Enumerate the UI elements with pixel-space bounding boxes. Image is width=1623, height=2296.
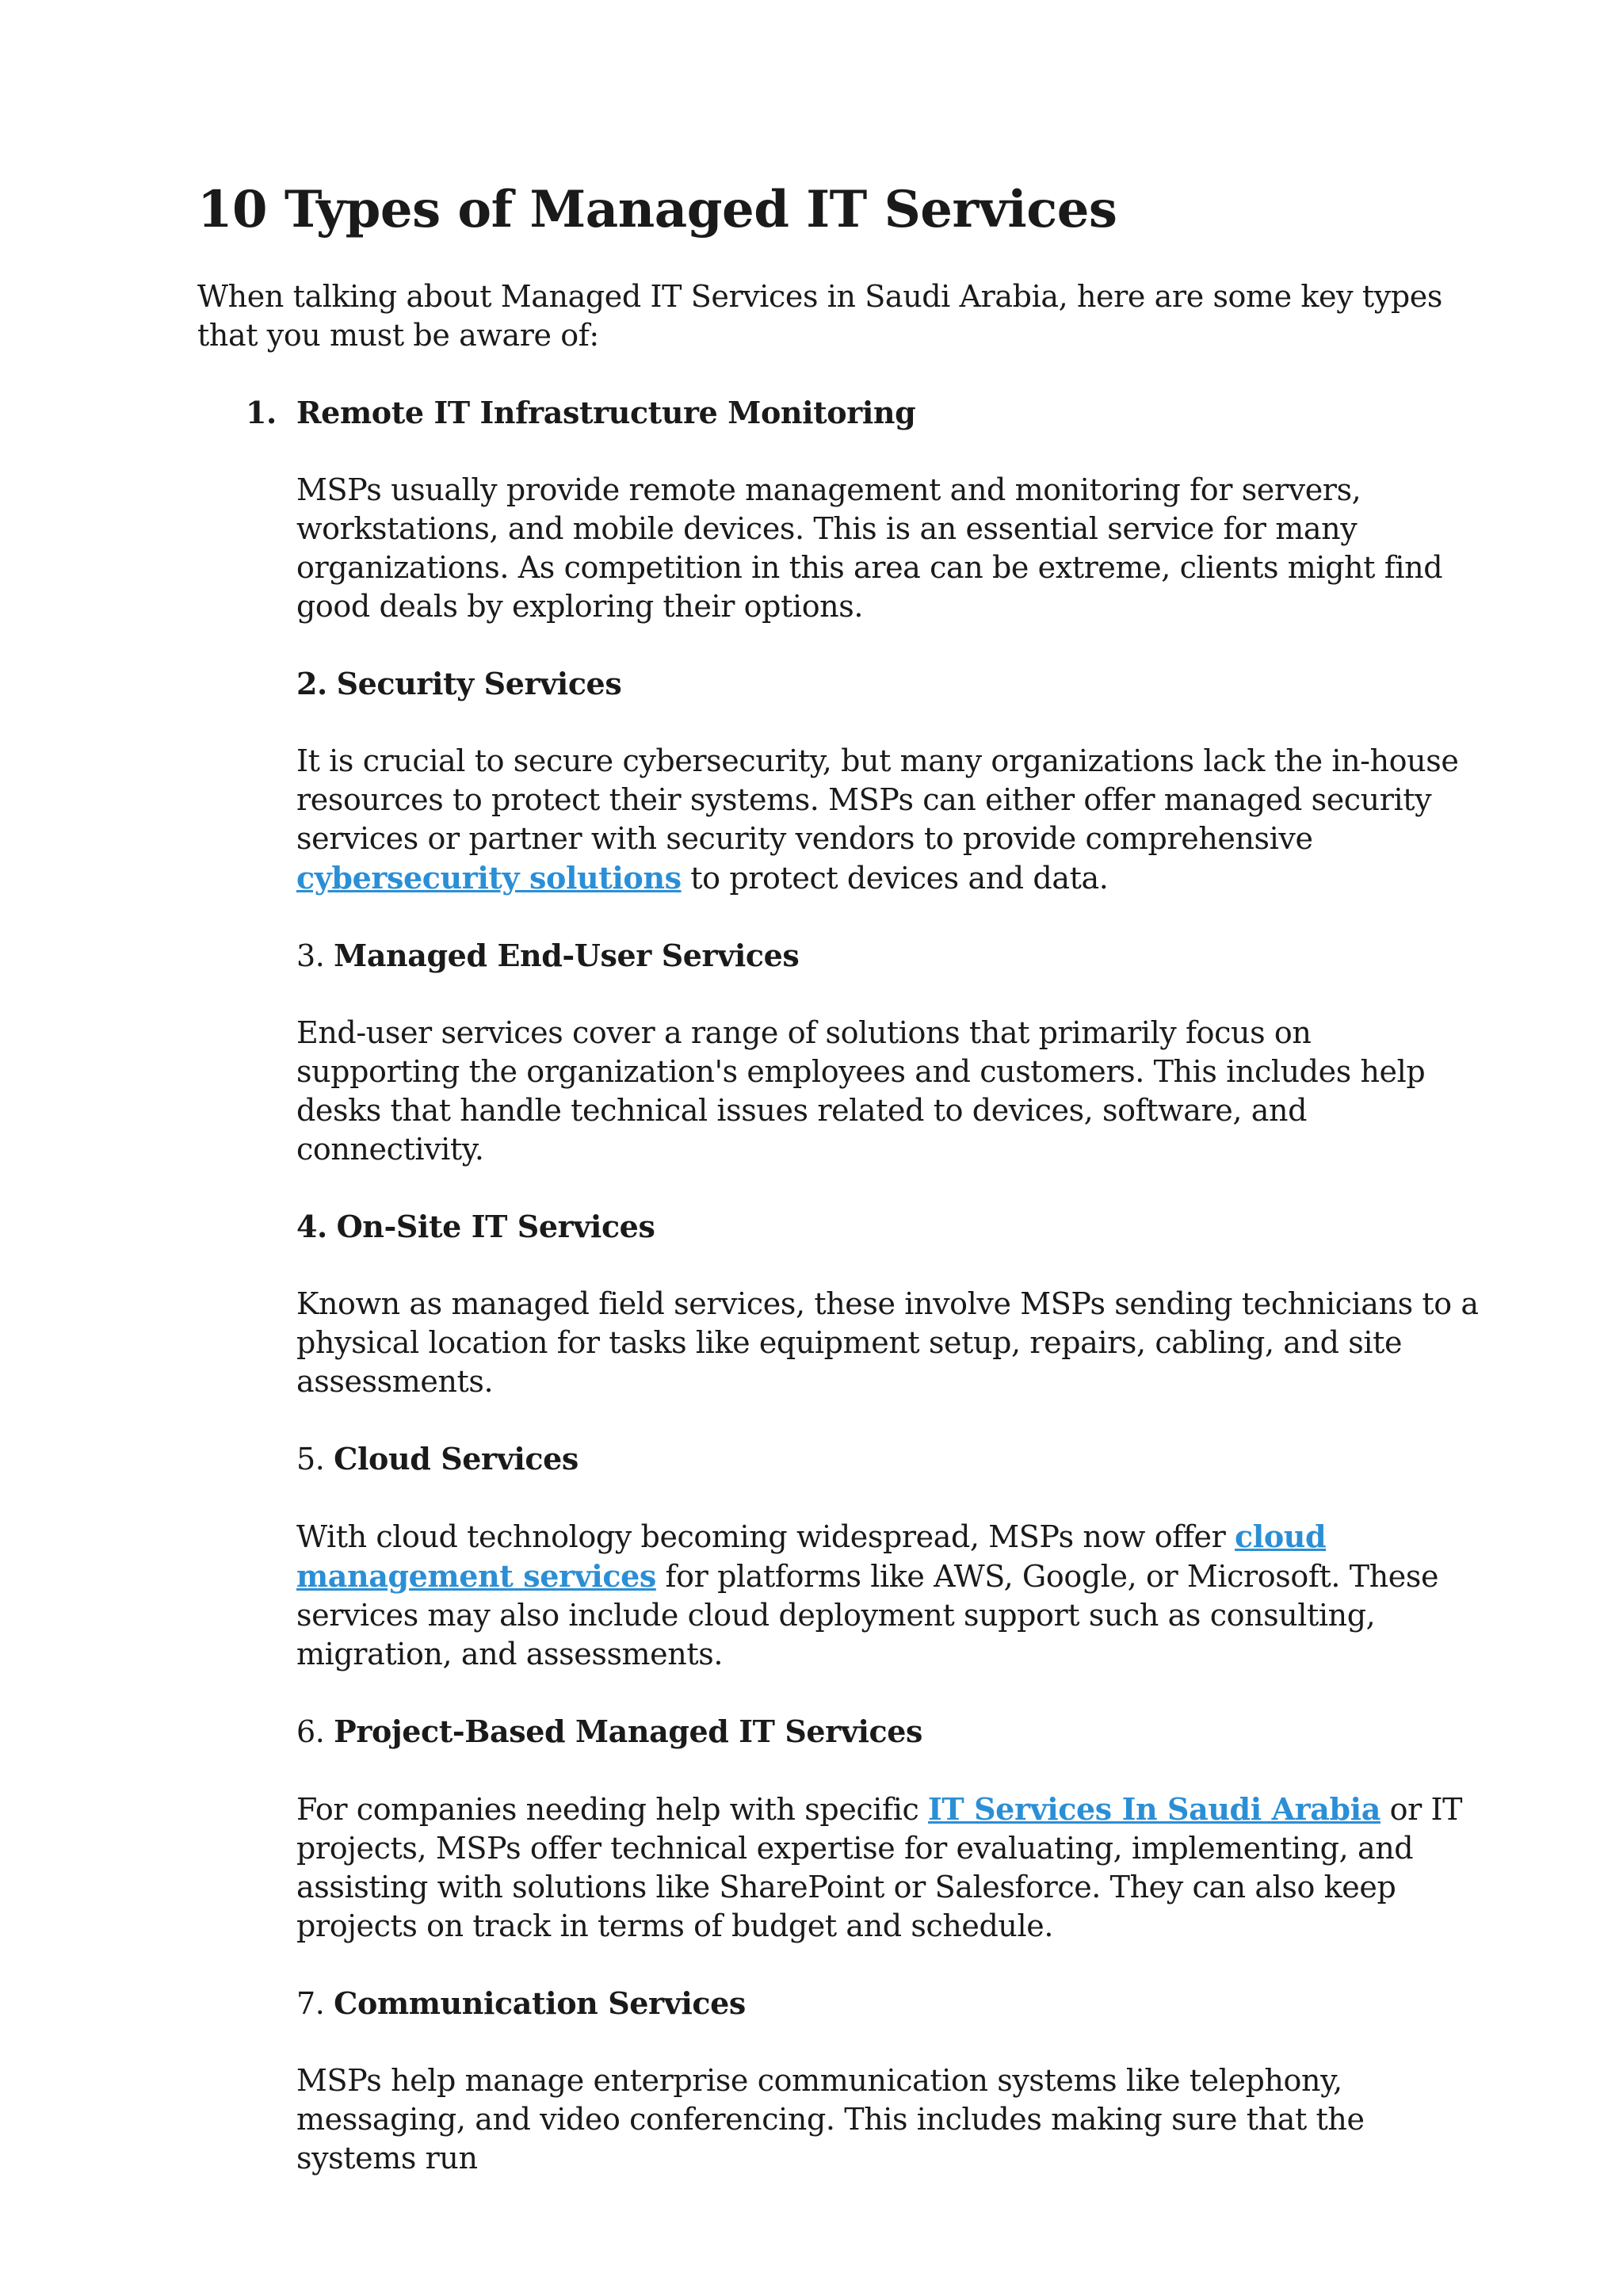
item-number: 5. (296, 1441, 325, 1477)
page-title: 10 Types of Managed IT Services (197, 180, 1117, 239)
item-number: 4. (296, 1208, 327, 1244)
item-heading-text: Project-Based Managed IT Services (334, 1713, 923, 1749)
item-body-cloud (296, 1517, 1481, 1674)
item-heading-on-site (296, 1207, 1481, 1247)
item-heading-text: Cloud Services (334, 1440, 579, 1477)
item-heading-text: Security Services (336, 665, 622, 701)
body-text: For companies needing help with specific (296, 1791, 929, 1827)
body-text: It is crucial to secure cybersecurity, but many organizations lack the in-house resources to protect their systems. MSPs can either offer managed security services or partner with security vendors to provide comprehensive (296, 743, 1459, 856)
item-body-project-based (296, 1790, 1481, 1946)
item-body-remote-monitoring: MSPs usually provide remote management and monitoring for servers, workstations, and mobile devices. This is an essential service for many organizations. As competition in this area can be extreme, clients might find good deals by exploring their options. (296, 472, 1443, 624)
item-number: 2. (296, 665, 327, 701)
item-heading-end-user (296, 936, 1481, 976)
item-body-communication: MSPs help manage enterprise communication systems like telephony, messaging, and video conferencing. This includes making sure that the systems run (296, 2062, 1365, 2176)
item-number: 1. (246, 394, 277, 430)
body-text: to protect devices and data. (681, 860, 1109, 896)
item-heading-text: On-Site IT Services (336, 1208, 655, 1244)
item-heading-text: Communication Services (334, 1985, 746, 2021)
item-number: 7. (296, 1985, 325, 2021)
it-services-saudi-arabia-link[interactable]: IT Services In Saudi Arabia (928, 1790, 1381, 1827)
item-heading-remote-monitoring (246, 393, 1481, 433)
item-body-security (296, 742, 1481, 898)
cybersecurity-solutions-link[interactable]: cybersecurity solutions (296, 859, 682, 896)
item-body-end-user: End-user services cover a range of solutions that primarily focus on supporting the organization's employees and customers. This includes help desks that handle technical issues related to devices, software, and connectivity. (296, 1014, 1426, 1167)
intro-paragraph: When talking about Managed IT Services in Saudi Arabia, here are some key types that you must be aware of: (197, 278, 1442, 353)
document-page (197, 181, 1481, 2216)
item-heading-security (296, 664, 1481, 704)
body-text: or IT projects, MSPs offer technical expertise for evaluating, implementing, and assisting with solutions like SharePoint or Salesforce. They can also keep projects on track in terms of budget and schedule. (296, 1791, 1463, 1943)
service-list (246, 393, 1481, 2178)
item-heading-project-based (296, 1712, 1481, 1752)
cloud-management-services-link[interactable]: cloud management services (296, 1518, 1327, 1594)
body-text: for platforms like AWS, Google, or Microsoft. These services may also include cloud deployment support such as consulting, migration, and assessments. (296, 1558, 1439, 1671)
item-heading-text: Remote IT Infrastructure Monitoring (296, 394, 916, 430)
item-number: 6. (296, 1713, 325, 1749)
body-text: With cloud technology becoming widespread, MSPs now offer (296, 1519, 1235, 1554)
item-heading-text: Managed End-User Services (334, 937, 800, 973)
item-heading-cloud (296, 1439, 1481, 1479)
item-heading-communication (296, 1984, 1481, 2023)
item-body-on-site: Known as managed field services, these involve MSPs sending technicians to a physical location for tasks like equipment setup, repairs, cabling, and site assessments. (296, 1286, 1479, 1399)
item-number: 3. (296, 938, 325, 973)
